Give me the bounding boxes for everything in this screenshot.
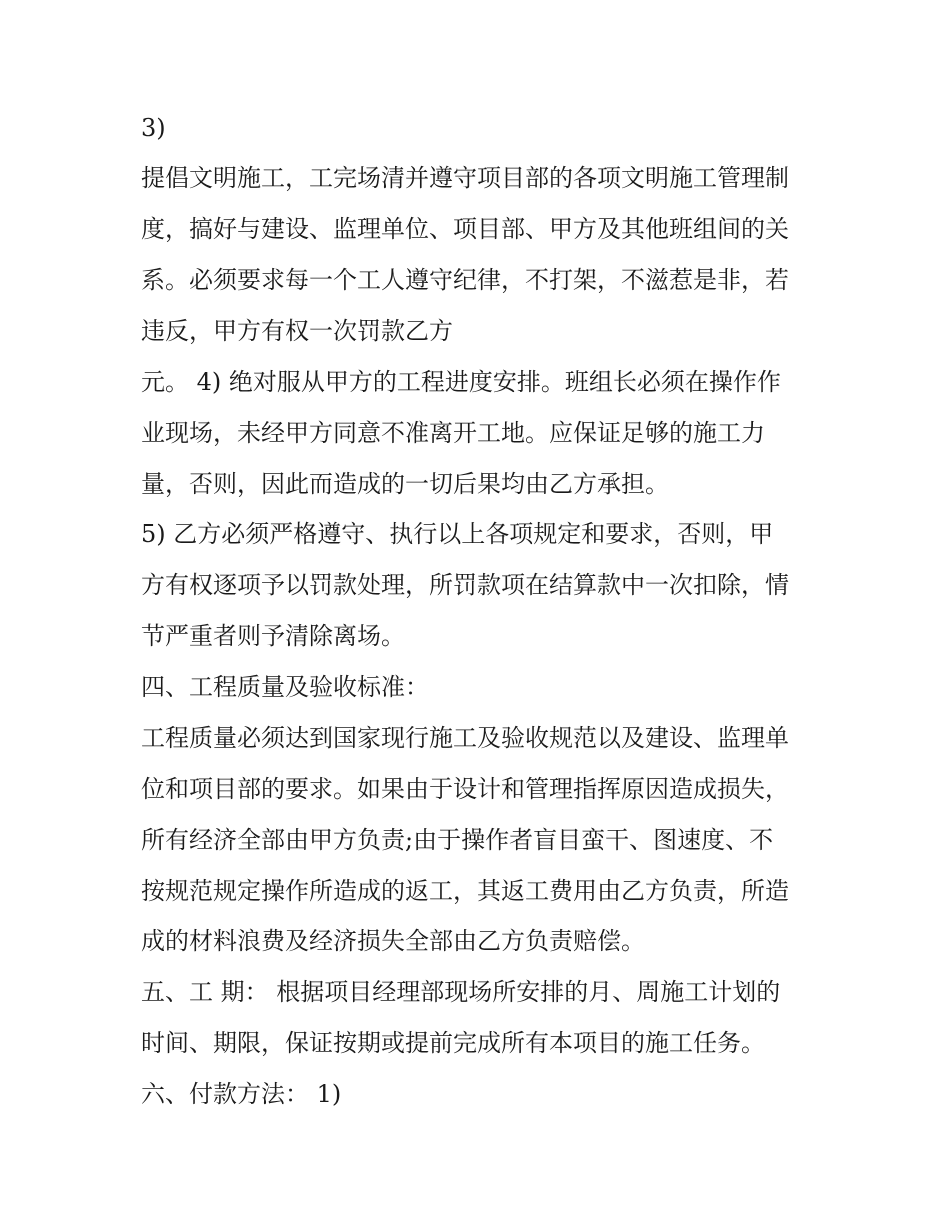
- text-line: 位和项目部的要求。如果由于设计和管理指挥原因造成损失，: [141, 775, 789, 803]
- text-line: 元。 4) 绝对服从甲方的工程进度安排。班组长必须在操作作: [141, 368, 781, 396]
- text-line: 提倡文明施工，工完场清并遵守项目部的各项文明施工管理制: [141, 164, 789, 192]
- text-line: 业现场，未经甲方同意不准离开工地。应保证足够的施工力: [141, 419, 765, 447]
- section-heading-schedule: 五、工 期： 根据项目经理部现场所安排的月、周施工计划的: [141, 978, 781, 1006]
- text-line: 系。必须要求每一个工人遵守纪律，不打架，不滋惹是非，若: [141, 266, 789, 294]
- text-line: 5) 乙方必须严格遵守、执行以上各项规定和要求，否则，甲: [141, 520, 774, 548]
- text-line: 时间、期限，保证按期或提前完成所有本项目的施工任务。: [141, 1029, 765, 1057]
- text-line: 工程质量必须达到国家现行施工及验收规范以及建设、监理单: [141, 724, 789, 752]
- text-line: 违反，甲方有权一次罚款乙方: [141, 317, 453, 345]
- text-line: 节严重者则予清除离场。: [141, 622, 405, 650]
- section-heading-payment: 六、付款方法： 1): [141, 1080, 342, 1108]
- text-line: 按规范规定操作所造成的返工，其返工费用由乙方负责，所造: [141, 877, 789, 905]
- text-line: 方有权逐项予以罚款处理，所罚款项在结算款中一次扣除，情: [141, 571, 789, 599]
- text-line: 量，否则，因此而造成的一切后果均由乙方承担。: [141, 470, 669, 498]
- text-line: 所有经济全部由甲方负责;由于操作者盲目蛮干、图速度、不: [141, 826, 774, 854]
- item-marker-3: 3): [141, 114, 166, 142]
- text-line: 度，搞好与建设、监理单位、项目部、甲方及其他班组间的关: [141, 215, 789, 243]
- text-line: 成的材料浪费及经济损失全部由乙方负责赔偿。: [141, 927, 645, 955]
- section-heading-quality: 四、工程质量及验收标准：: [141, 673, 429, 701]
